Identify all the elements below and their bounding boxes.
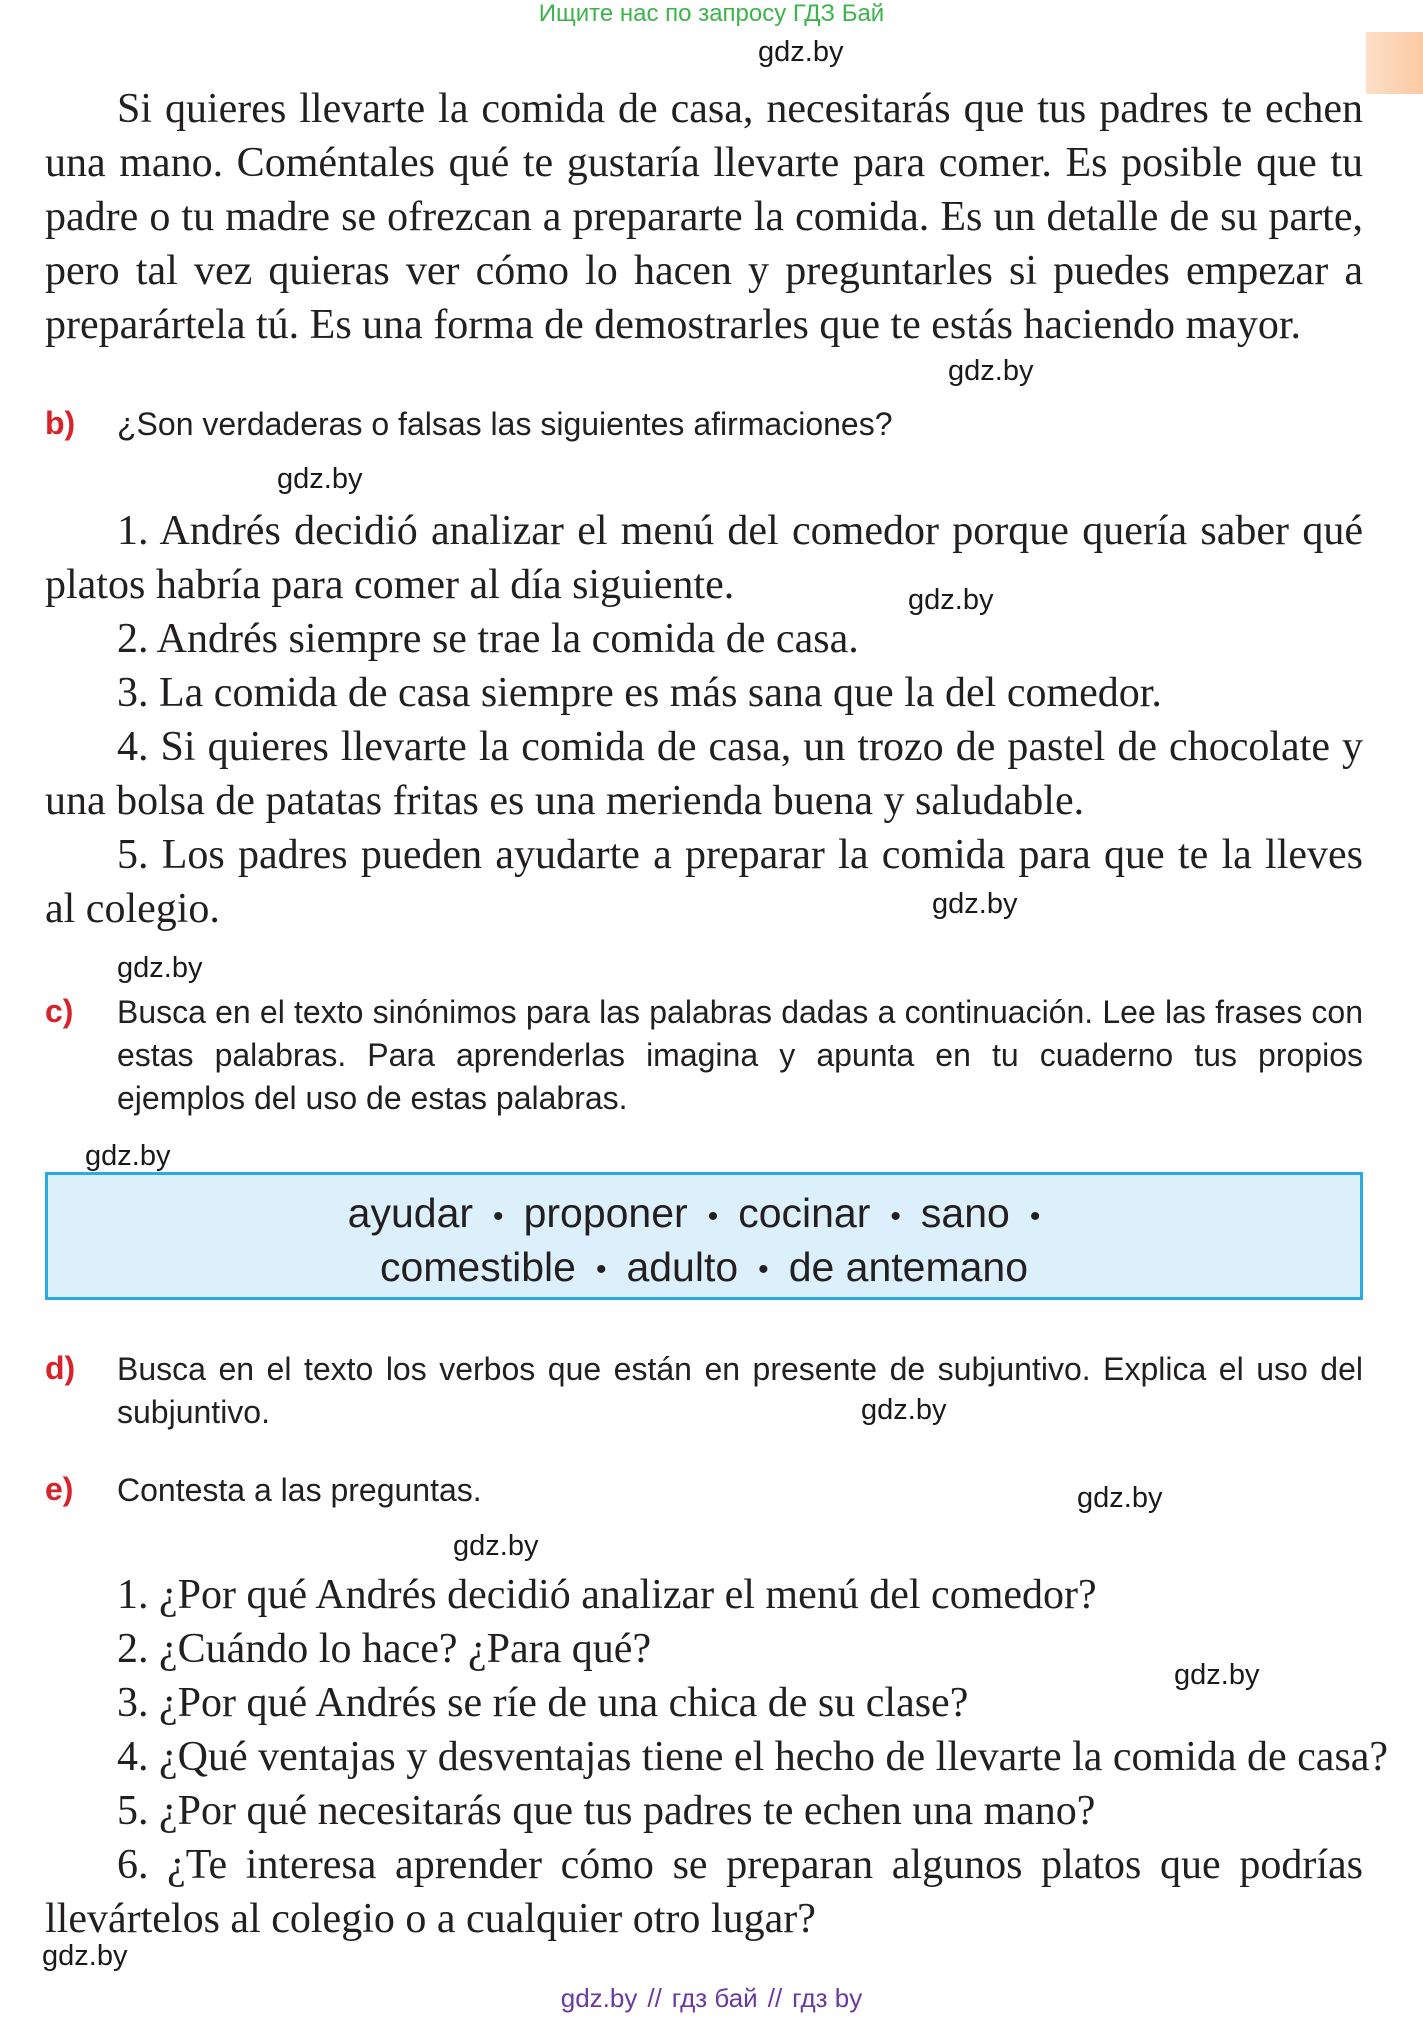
watermark: gdz.by — [42, 1940, 128, 1972]
task-d-instruction: Busca en el texto los verbos que están en presente de subjuntivo. Explica el uso del subjuntivo. — [117, 1351, 1363, 1430]
task-e-question-4: 4. ¿Qué ventajas y desventajas tiene el hecho de llevarte la comida de casa? — [117, 1734, 1389, 1780]
task-e-question-2: 2. ¿Cuándo lo hace? ¿Para qué? — [117, 1626, 652, 1672]
word: comestible — [379, 1243, 576, 1290]
task-d-label: d) — [45, 1350, 76, 1386]
word: adulto — [626, 1243, 739, 1290]
task-c-label: c) — [45, 993, 74, 1029]
word-row-2 — [48, 1242, 1360, 1296]
watermark: gdz.by — [861, 1394, 947, 1426]
site-watermark-top: gdz.by — [758, 36, 844, 68]
task-e-label: e) — [45, 1471, 74, 1507]
word-row-1 — [48, 1188, 1360, 1242]
word: de antemano — [788, 1243, 1029, 1290]
watermark: gdz.by — [277, 463, 363, 495]
bullet: • — [758, 1253, 769, 1287]
task-b-item-4: 4. Si quieres llevarte la comida de casa, un trozo de pastel de chocolate y una bolsa de patatas fritas es una merienda buena y saludable. — [45, 724, 1363, 824]
footer-separator: // — [767, 1983, 783, 2013]
bullet: • — [493, 1199, 504, 1233]
watermark: gdz.by — [85, 1140, 171, 1172]
task-b-item-1: 1. Andrés decidió analizar el menú del comedor porque quería saber qué platos habría para comer al día siguiente. — [45, 508, 1363, 608]
page-corner-tab — [1366, 32, 1423, 94]
search-hint: Ищите нас по запросу ГДЗ Бай — [538, 0, 885, 27]
word-box — [45, 1172, 1363, 1300]
watermark: gdz.by — [1077, 1482, 1163, 1514]
footer-separator: // — [647, 1983, 662, 2013]
bullet: • — [890, 1199, 901, 1233]
task-b-item-3: 3. La comida de casa siempre es más sana que la del comedor. — [117, 670, 1162, 716]
task-e-instruction: Contesta a las preguntas. — [117, 1472, 482, 1508]
watermark: gdz.by — [932, 888, 1018, 920]
word: proponer — [523, 1190, 688, 1236]
word: ayudar — [347, 1190, 474, 1236]
watermark: gdz.by — [117, 952, 203, 984]
task-c-instruction: Busca en el texto sinónimos para las palabras dadas a continuación. Lee las frases con estas palabras. Para aprenderlas imagina y apunta en tu cuaderno tus propios ejemplos del uso de estas palabras. — [117, 994, 1363, 1116]
bullet: • — [1029, 1199, 1041, 1233]
intro-paragraph: Si quieres llevarte la comida de casa, necesitarás que tus padres te echen una mano. Coméntales qué te gustaría llevarte para comer. Es posible que tu padre o tu madre se ofrezcan a prepararte la comida. Es un detalle de su parte, pero tal vez quieras ver cómo lo hacen y preguntarles si puedes empezar a preparártela tú. Es una forma de demostrarles que te estás haciendo mayor. — [45, 86, 1363, 348]
bullet: • — [595, 1253, 607, 1287]
watermark: gdz.by — [453, 1530, 539, 1562]
task-e-question-3: 3. ¿Por qué Andrés se ríe de una chica de su clase? — [117, 1680, 969, 1726]
task-b-item-2: 2. Andrés siempre se trae la comida de casa. — [117, 616, 859, 662]
bullet: • — [707, 1199, 719, 1233]
footer-link[interactable]: gdz.by — [560, 1983, 638, 2013]
footer — [0, 1983, 1423, 2014]
word: cocinar — [738, 1190, 871, 1236]
watermark: gdz.by — [948, 355, 1034, 387]
task-b-label: b) — [45, 405, 76, 441]
word: sano — [920, 1190, 1010, 1236]
task-e-question-1: 1. ¿Por qué Andrés decidió analizar el menú del comedor? — [117, 1572, 1097, 1618]
task-b-instruction: ¿Son verdaderas o falsas las siguientes afirmaciones? — [117, 406, 893, 442]
task-e-question-5: 5. ¿Por qué necesitarás que tus padres te echen una mano? — [117, 1788, 1096, 1834]
watermark: gdz.by — [908, 584, 994, 616]
footer-link[interactable]: гдз by — [792, 1983, 863, 2013]
watermark: gdz.by — [1174, 1659, 1260, 1691]
task-b-item-5: 5. Los padres pueden ayudarte a preparar la comida para que te la lleves al colegio. — [45, 832, 1363, 932]
footer-link[interactable]: гдз бай — [671, 1983, 758, 2013]
task-e-question-6: 6. ¿Te interesa aprender cómo se preparan algunos platos que podrías llevártelos al colegio o a cualquier otro lugar? — [45, 1842, 1363, 1942]
